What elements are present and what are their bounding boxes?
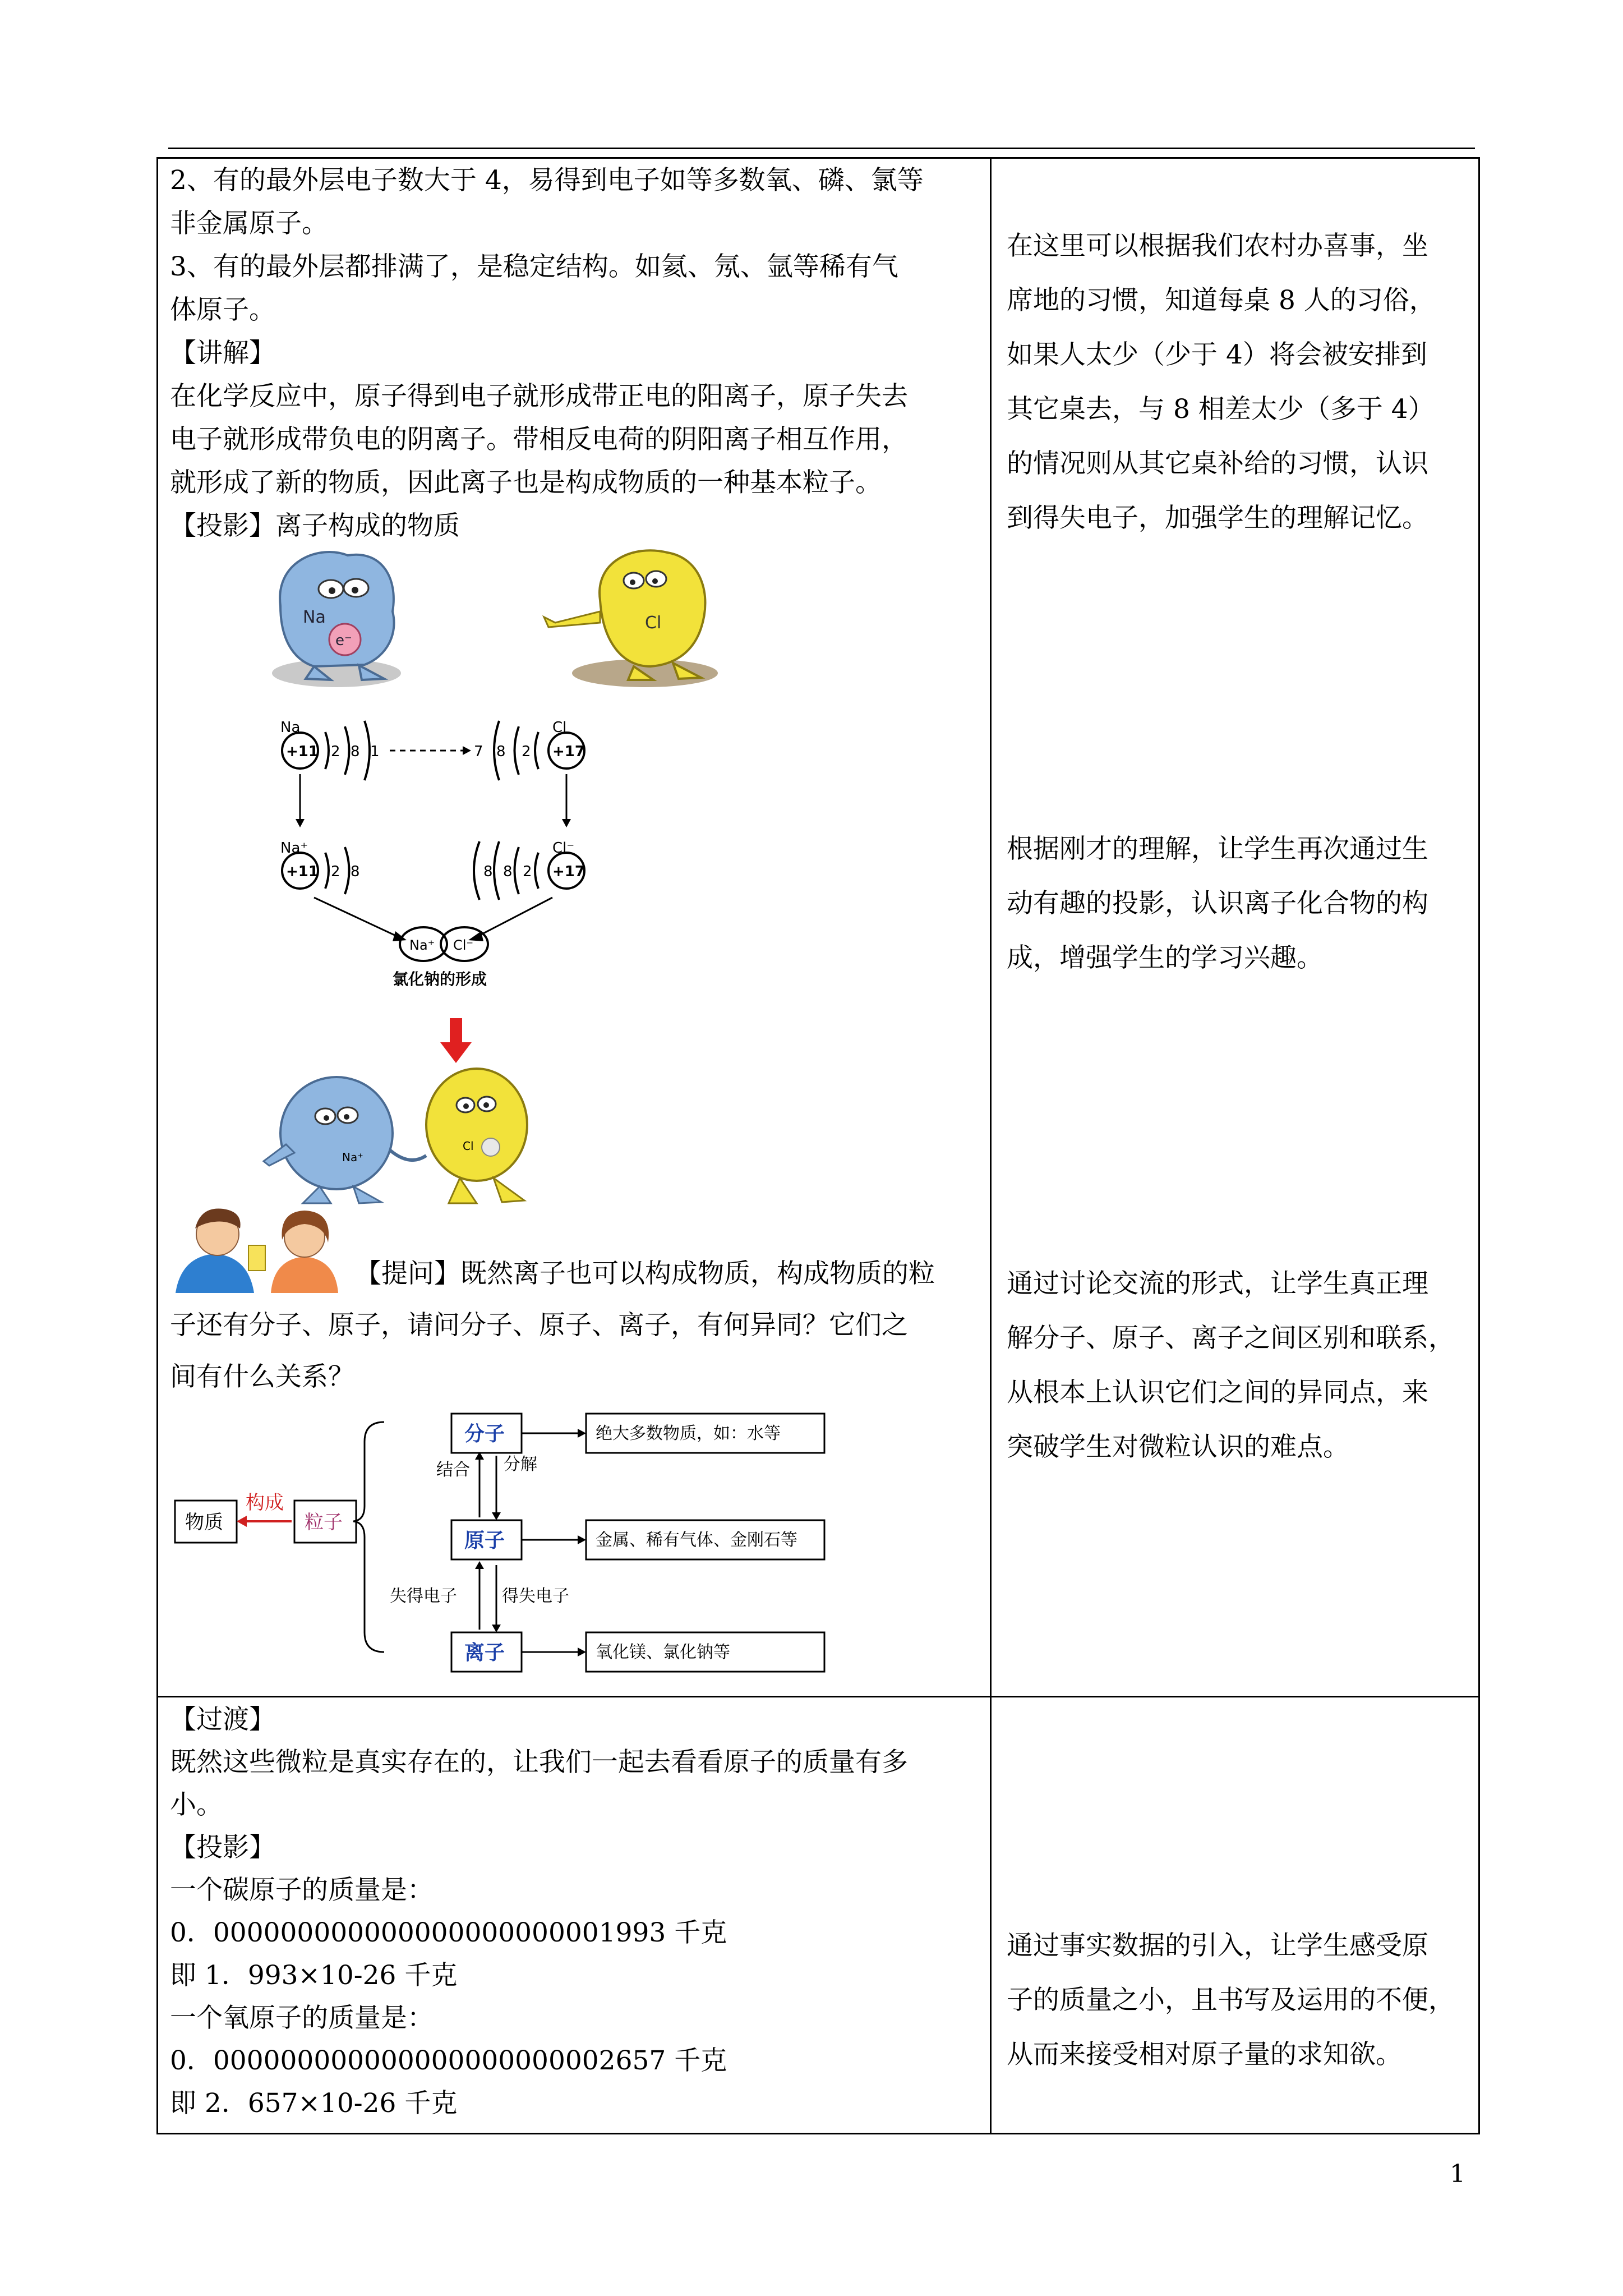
note-line: 席地的习惯，知道每桌 8 人的习俗， <box>1007 285 1436 316</box>
mass-value: 即 2．657×10-26 千克 <box>170 2088 458 2119</box>
molecule-examples: 绝大多数物质，如：水等 <box>596 1424 781 1443</box>
bottom-cl-label: Cl <box>463 1139 474 1153</box>
note-line: 从而来接受相对原子量的求知欲。 <box>1007 2039 1402 2070</box>
design-note-4 <box>1007 1918 1472 2082</box>
shell-count: 1 <box>370 743 380 760</box>
decompose-label: 分解 <box>504 1455 537 1474</box>
substance-label: 物质 <box>185 1511 223 1534</box>
note-line: 通过讨论交流的形式，让学生真正理 <box>1007 1268 1428 1299</box>
question-line: 间有什么关系？ <box>170 1361 354 1392</box>
gain-lose-label: 得失电子 <box>502 1586 569 1606</box>
shell-count: 2 <box>331 743 340 760</box>
mass-value: 即 1．993×10-26 千克 <box>170 1960 458 1991</box>
na-ion-symbol: Na⁺ <box>280 840 308 857</box>
note-line: 根据刚才的理解，让学生再次通过生 <box>1007 834 1428 864</box>
cl-ion-nucleus: +17 <box>552 863 585 880</box>
product-cl-label: Cl⁻ <box>453 937 474 953</box>
text-line: 非金属原子。 <box>170 208 328 239</box>
design-note-1 <box>1007 219 1472 545</box>
text-line: 就形成了新的物质，因此离子也是构成物质的一种基本粒子。 <box>170 467 882 498</box>
shell-count: 8 <box>496 743 506 760</box>
section-heading: 【投影】离子构成的物质 <box>170 510 460 541</box>
text-line: 既然这些微粒是真实存在的，让我们一起去看看原子的质量有多 <box>170 1747 908 1778</box>
left-cell-bottom-text <box>170 1699 979 2125</box>
cl-ion-diagram <box>474 840 585 900</box>
shell-count: 2 <box>522 743 531 760</box>
cl-atom-symbol: Cl <box>552 719 567 736</box>
cl-ion-symbol: Cl⁻ <box>552 840 575 857</box>
note-line: 从根本上认识它们之间的异同点，来 <box>1007 1377 1428 1408</box>
question-line: 【提问】既然离子也可以构成物质，构成物质的粒 <box>355 1258 935 1289</box>
page-number: 1 <box>1450 2160 1465 2188</box>
shell-count: 8 <box>483 863 493 880</box>
section-heading: 【讲解】 <box>170 338 275 369</box>
red-down-arrow <box>440 1018 472 1063</box>
note-line: 成，增强学生的学习兴趣。 <box>1007 942 1323 973</box>
text-line: 体原子。 <box>170 295 275 325</box>
lose-gain-label: 失得电子 <box>390 1586 457 1606</box>
na-nucleus: +11 <box>286 743 319 760</box>
atom-examples: 金属、稀有气体、金刚石等 <box>596 1530 797 1550</box>
text-line: 3、有的最外层都排满了，是稳定结构。如氦、氖、氩等稀有气 <box>170 251 898 282</box>
particle-label: 粒子 <box>305 1511 343 1534</box>
note-line: 解分子、原子、离子之间区别和联系， <box>1007 1323 1455 1354</box>
text-line: 在化学反应中，原子得到电子就形成带正电的阳离子，原子失去 <box>170 381 908 412</box>
text-line: 小。 <box>170 1789 223 1820</box>
header-rule <box>168 148 1475 149</box>
cl-character-label: Cl <box>645 613 662 633</box>
brace <box>353 1422 384 1652</box>
note-line: 通过事实数据的引入，让学生感受原 <box>1007 1930 1428 1961</box>
design-note-2 <box>1007 822 1472 985</box>
shell-count: 8 <box>351 743 360 760</box>
shell-count: 2 <box>523 863 532 880</box>
compose-label: 构成 <box>246 1492 284 1514</box>
na-atom-diagram <box>280 719 380 780</box>
shell-count: 7 <box>474 743 483 760</box>
shell-count: 2 <box>331 863 340 880</box>
note-line: 在这里可以根据我们农村办喜事，坐 <box>1007 231 1428 261</box>
ion-label: 离子 <box>464 1641 505 1664</box>
ion-examples: 氧化镁、氯化钠等 <box>596 1642 730 1662</box>
cl-nucleus: +17 <box>552 743 585 760</box>
na-ion-diagram <box>280 840 360 894</box>
note-line: 突破学生对微粒认识的难点。 <box>1007 1432 1349 1462</box>
note-line: 子的质量之小，且书写及运用的不便， <box>1007 1985 1455 2016</box>
combine-label: 结合 <box>436 1460 470 1480</box>
molecule-label: 分子 <box>464 1423 505 1446</box>
ionic-bond-characters <box>264 1069 527 1203</box>
note-line: 其它桌去，与 8 相差太少（多于 4） <box>1007 394 1435 425</box>
bottom-na-label: Na⁺ <box>342 1151 363 1164</box>
electron-label: e⁻ <box>335 632 352 649</box>
note-line: 动有趣的投影，认识离子化合物的构 <box>1007 888 1428 919</box>
question-line: 子还有分子、原子，请问分子、原子、离子，有何异同？它们之 <box>170 1310 908 1341</box>
mass-value: 0．000000000000000000000002657 千克 <box>170 2045 727 2076</box>
question-block <box>170 1248 979 1403</box>
ion-formation-figure <box>241 539 813 1206</box>
cl-atom-diagram <box>474 719 585 780</box>
note-line: 的情况则从其它桌补给的习惯，认识 <box>1007 448 1428 479</box>
note-line: 如果人太少（少于 4）将会被安排到 <box>1007 339 1427 370</box>
mass-value: 0．000000000000000000000001993 千克 <box>170 1917 727 1948</box>
na-character-illustration <box>272 552 401 687</box>
section-heading: 【过渡】 <box>170 1704 275 1735</box>
particle-concept-map <box>168 1408 864 1688</box>
na-character-label: Na <box>303 608 326 627</box>
text-line: 一个氧原子的质量是： <box>170 2003 434 2033</box>
text-line: 一个碳原子的质量是： <box>170 1875 434 1906</box>
text-line: 电子就形成带负电的阴离子。带相反电荷的阴阳离子相互作用， <box>170 424 908 455</box>
text-line: 2、有的最外层电子数大于 4，易得到电子如等多数氧、磷、氯等 <box>170 165 924 196</box>
product-na-label: Na⁺ <box>409 937 435 953</box>
cl-character-illustration <box>544 550 718 687</box>
left-cell-top-text <box>170 159 979 547</box>
na-atom-symbol: Na <box>280 719 301 736</box>
na-ion-nucleus: +11 <box>286 863 319 880</box>
sodium-chloride-product <box>400 927 488 961</box>
shell-count: 8 <box>351 863 360 880</box>
note-line: 到得失电子，加强学生的理解记忆。 <box>1007 503 1428 533</box>
atom-label: 原子 <box>464 1529 505 1552</box>
figure-caption: 氯化钠的形成 <box>393 970 487 988</box>
section-heading: 【投影】 <box>170 1832 275 1863</box>
design-note-3 <box>1007 1257 1472 1474</box>
shell-count: 8 <box>503 863 513 880</box>
